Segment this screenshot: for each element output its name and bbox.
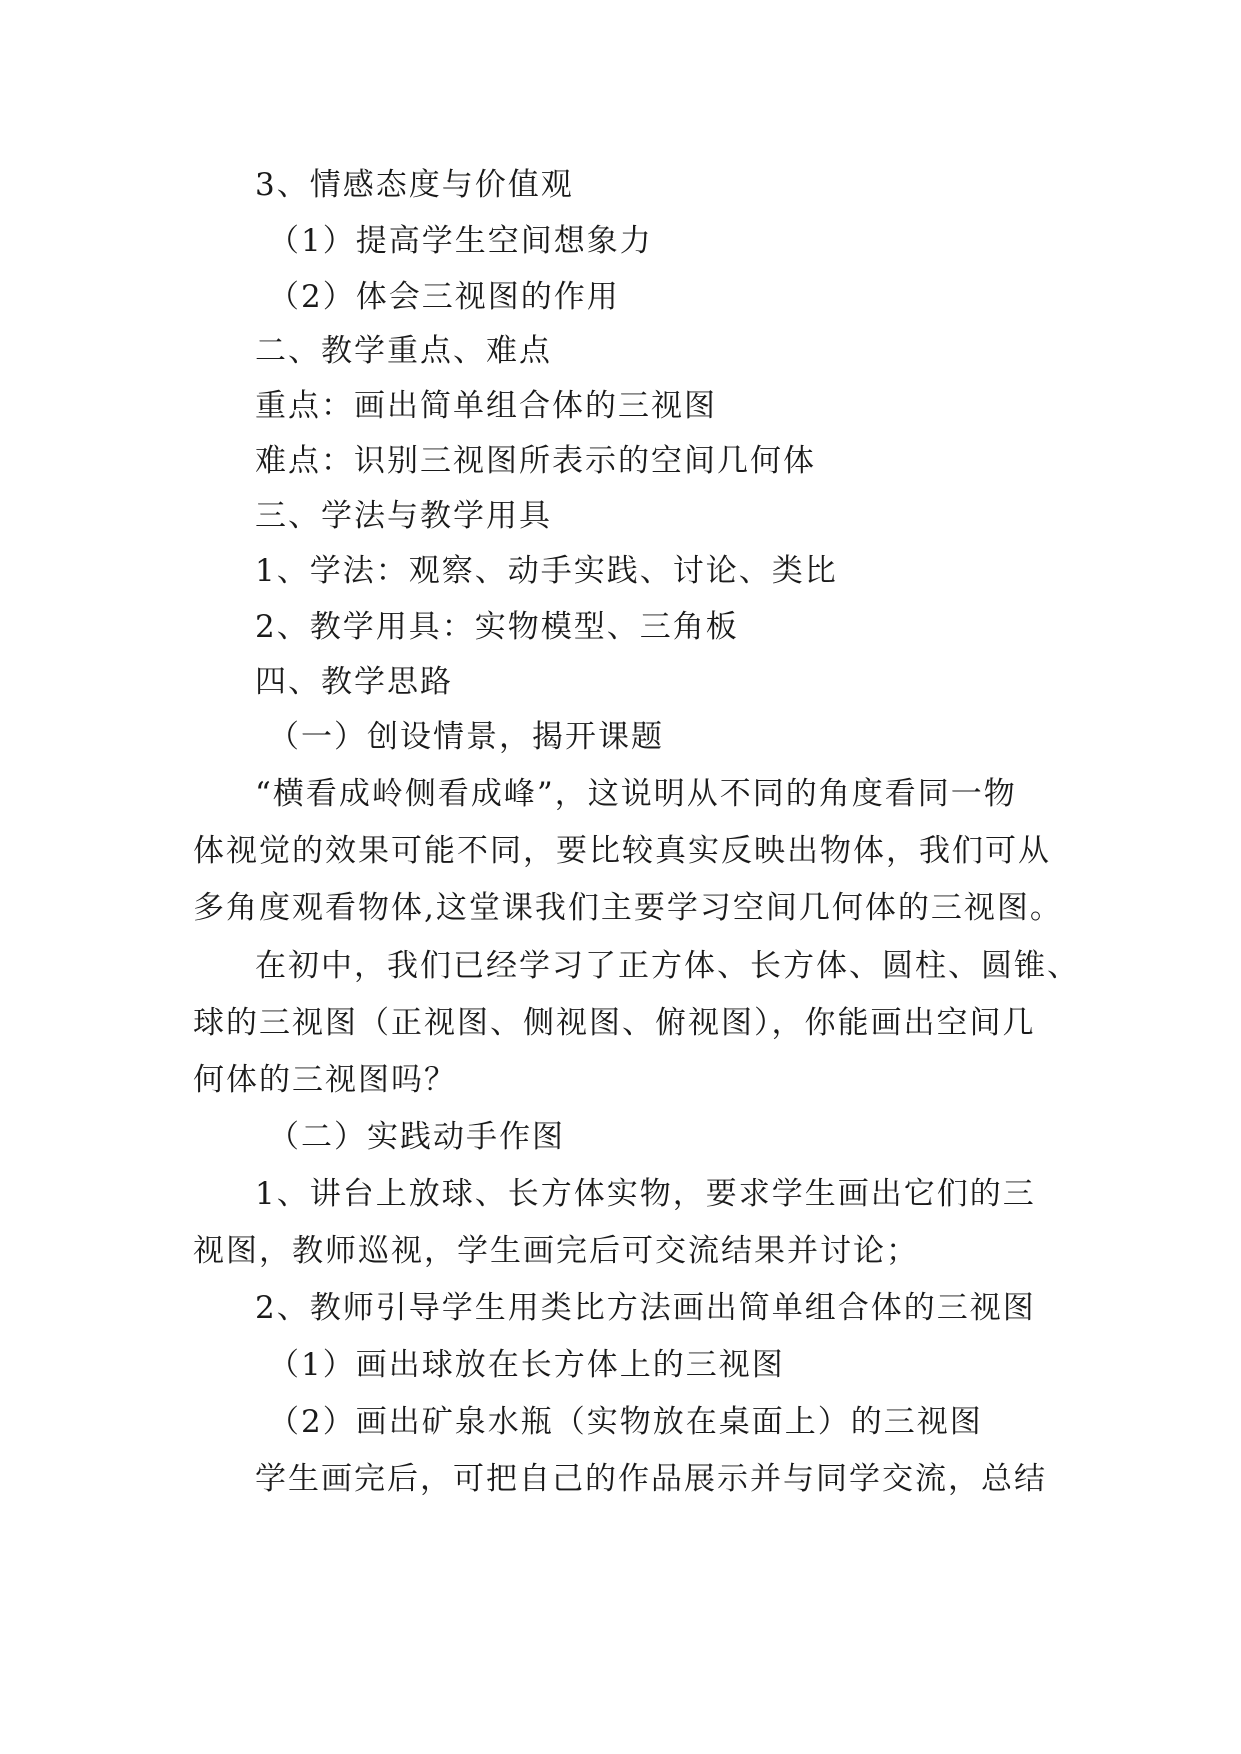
paragraph-line: 球的三视图（正视图、侧视图、俯视图），你能画出空间几 xyxy=(193,1005,1036,1041)
heading-teaching-ideas: 四、教学思路 xyxy=(255,664,453,700)
heading-key-difficult-points: 二、教学重点、难点 xyxy=(255,333,552,369)
paragraph-line: 体视觉的效果可能不同，要比较真实反映出物体，我们可从 xyxy=(193,833,1051,869)
paragraph-line: 视图，教师巡视，学生画完后可交流结果并讨论； xyxy=(193,1233,919,1269)
paragraph-line: 1、学法：观察、动手实践、讨论、类比 xyxy=(255,553,838,589)
list-item: （2）画出矿泉水瓶（实物放在桌面上）的三视图 xyxy=(268,1404,983,1440)
paragraph-line: 何体的三视图吗？ xyxy=(193,1062,457,1098)
list-item: （1）提高学生空间想象力 xyxy=(268,223,653,259)
paragraph-line: 多角度观看物体,这堂课我们主要学习空间几何体的三视图。 xyxy=(193,890,1063,926)
paragraph-line: 2、教师引导学生用类比方法画出简单组合体的三视图 xyxy=(255,1290,1036,1326)
heading-emotion-attitude-values: 3、情感态度与价值观 xyxy=(255,167,574,203)
paragraph-line: 在初中，我们已经学习了正方体、长方体、圆柱、圆锥、 xyxy=(255,948,1080,984)
paragraph-line: 2、教学用具：实物模型、三角板 xyxy=(255,609,739,645)
subheading-create-scenario: （一）创设情景，揭开课题 xyxy=(268,719,664,755)
paragraph-line: “横看成岭侧看成峰”，这说明从不同的角度看同一物 xyxy=(255,776,1017,812)
list-item: （1）画出球放在长方体上的三视图 xyxy=(268,1347,785,1383)
list-item: （2）体会三视图的作用 xyxy=(268,279,620,315)
heading-learning-methods-tools: 三、学法与教学用具 xyxy=(255,498,552,534)
paragraph-line: 学生画完后，可把自己的作品展示并与同学交流，总结 xyxy=(255,1461,1047,1497)
paragraph-line: 难点：识别三视图所表示的空间几何体 xyxy=(255,443,816,479)
paragraph-line: 重点：画出简单组合体的三视图 xyxy=(255,388,717,424)
paragraph-line: 1、讲台上放球、长方体实物，要求学生画出它们的三 xyxy=(255,1176,1036,1212)
subheading-hands-on-drawing: （二）实践动手作图 xyxy=(268,1119,565,1155)
